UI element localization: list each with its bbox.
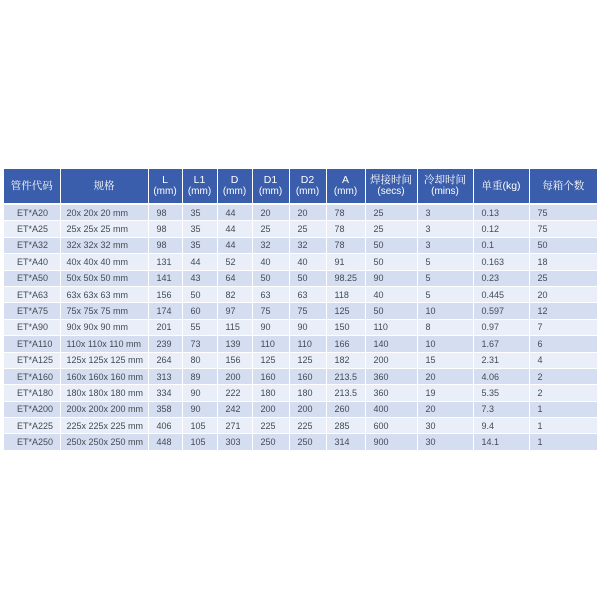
cell-spec: 25x 25x 25 mm [60,221,148,237]
cell-code: ET*A110 [4,336,60,352]
cell-a: 213.5 [326,385,365,401]
cell-d1: 200 [252,401,289,417]
cell-d1: 125 [252,352,289,368]
cell-spec: 250x 250x 250 mm [60,434,148,450]
cell-unit-weight: 5.35 [473,385,529,401]
cell-d2: 63 [289,286,326,302]
cell-a: 260 [326,401,365,417]
cell-code: ET*A40 [4,254,60,270]
cell-d1: 25 [252,221,289,237]
cell-unit-weight: 0.13 [473,204,529,221]
column-header-label: D1 [263,174,278,186]
cell-d: 44 [217,204,252,221]
cell-a: 91 [326,254,365,270]
column-header-label: D2 [300,174,315,186]
cell-a: 125 [326,303,365,319]
column-header-unit: (mins) [431,186,459,197]
cell-cool-time: 3 [417,204,473,221]
cell-cool-time: 30 [417,434,473,450]
cell-weld-time: 110 [365,319,417,335]
cell-l1: 60 [182,303,217,319]
cell-spec: 63x 63x 63 mm [60,286,148,302]
cell-d1: 32 [252,237,289,253]
cell-a: 78 [326,237,365,253]
cell-per-box: 6 [529,336,597,352]
cell-code: ET*A225 [4,418,60,434]
cell-l: 98 [148,237,182,253]
column-header-label: L1 [193,174,206,186]
cell-code: ET*A50 [4,270,60,286]
column-header-weld-time [365,169,417,204]
cell-cool-time: 8 [417,319,473,335]
cell-d2: 110 [289,336,326,352]
spec-table [4,169,597,451]
cell-spec: 200x 200x 200 mm [60,401,148,417]
cell-spec: 90x 90x 90 mm [60,319,148,335]
column-header-unit-weight [473,169,529,204]
cell-a: 78 [326,204,365,221]
cell-l: 406 [148,418,182,434]
column-header-label: 规格 [93,180,115,192]
cell-l: 448 [148,434,182,450]
cell-unit-weight: 0.597 [473,303,529,319]
column-header-label: 焊接时间 [370,174,412,186]
cell-l: 98 [148,204,182,221]
cell-cool-time: 20 [417,368,473,384]
cell-per-box: 18 [529,254,597,270]
cell-d1: 180 [252,385,289,401]
cell-d2: 20 [289,204,326,221]
cell-weld-time: 200 [365,352,417,368]
header-row [4,169,597,204]
cell-spec: 110x 110x 110 mm [60,336,148,352]
cell-code: ET*A75 [4,303,60,319]
cell-cool-time: 15 [417,352,473,368]
cell-a: 213.5 [326,368,365,384]
column-header-d [217,169,252,204]
column-header-unit: (mm) [222,186,247,197]
cell-d2: 160 [289,368,326,384]
cell-d2: 25 [289,221,326,237]
cell-a: 182 [326,352,365,368]
cell-spec: 32x 32x 32 mm [60,237,148,253]
cell-unit-weight: 0.163 [473,254,529,270]
cell-d: 271 [217,418,252,434]
table-row [4,401,597,417]
cell-code: ET*A180 [4,385,60,401]
column-header-l1 [182,169,217,204]
table-row [4,319,597,335]
table-row [4,336,597,352]
column-header-unit: (mm) [333,186,358,197]
cell-d2: 40 [289,254,326,270]
cell-a: 314 [326,434,365,450]
cell-spec: 75x 75x 75 mm [60,303,148,319]
cell-code: ET*A250 [4,434,60,450]
cell-code: ET*A25 [4,221,60,237]
cell-d: 139 [217,336,252,352]
cell-l: 131 [148,254,182,270]
cell-per-box: 25 [529,270,597,286]
cell-l: 98 [148,221,182,237]
cell-unit-weight: 0.23 [473,270,529,286]
cell-a: 98.25 [326,270,365,286]
cell-l1: 35 [182,204,217,221]
cell-d1: 90 [252,319,289,335]
column-header-a [326,169,365,204]
cell-per-box: 20 [529,286,597,302]
table-row [4,221,597,237]
cell-l1: 90 [182,385,217,401]
cell-weld-time: 50 [365,303,417,319]
table-row [4,237,597,253]
cell-code: ET*A20 [4,204,60,221]
cell-l1: 50 [182,286,217,302]
cell-weld-time: 25 [365,221,417,237]
column-header-label: 每箱个数 [542,180,585,192]
table-row [4,385,597,401]
cell-l1: 44 [182,254,217,270]
cell-d: 97 [217,303,252,319]
cell-d2: 200 [289,401,326,417]
cell-d1: 50 [252,270,289,286]
cell-weld-time: 140 [365,336,417,352]
cell-unit-weight: 9.4 [473,418,529,434]
cell-d: 222 [217,385,252,401]
table-row [4,270,597,286]
cell-d1: 75 [252,303,289,319]
column-header-l [148,169,182,204]
cell-per-box: 50 [529,237,597,253]
table-row [4,204,597,221]
cell-weld-time: 900 [365,434,417,450]
column-header-label: D [230,174,239,186]
cell-l: 239 [148,336,182,352]
column-header-unit: (mm) [187,186,212,197]
cell-per-box: 75 [529,204,597,221]
cell-l1: 35 [182,237,217,253]
cell-weld-time: 360 [365,385,417,401]
cell-d2: 90 [289,319,326,335]
column-header-unit: (mm) [258,186,283,197]
cell-cool-time: 20 [417,401,473,417]
cell-code: ET*A32 [4,237,60,253]
cell-cool-time: 30 [417,418,473,434]
cell-per-box: 2 [529,368,597,384]
cell-weld-time: 40 [365,286,417,302]
cell-unit-weight: 4.06 [473,368,529,384]
cell-l1: 89 [182,368,217,384]
cell-per-box: 12 [529,303,597,319]
cell-cool-time: 5 [417,270,473,286]
table-row [4,286,597,302]
cell-weld-time: 360 [365,368,417,384]
cell-spec: 180x 180x 180 mm [60,385,148,401]
cell-d: 242 [217,401,252,417]
cell-per-box: 75 [529,221,597,237]
cell-per-box: 7 [529,319,597,335]
table-body [4,204,597,450]
cell-d1: 40 [252,254,289,270]
cell-weld-time: 90 [365,270,417,286]
column-header-d2 [289,169,326,204]
column-header-unit: (mm) [295,186,320,197]
column-header-spec [60,169,148,204]
cell-cool-time: 3 [417,221,473,237]
cell-spec: 225x 225x 225 mm [60,418,148,434]
column-header-d1 [252,169,289,204]
column-header-cool-time [417,169,473,204]
cell-l1: 73 [182,336,217,352]
cell-a: 118 [326,286,365,302]
cell-d1: 225 [252,418,289,434]
cell-d1: 63 [252,286,289,302]
column-header-per-box [529,169,597,204]
cell-d2: 250 [289,434,326,450]
cell-code: ET*A63 [4,286,60,302]
cell-unit-weight: 0.97 [473,319,529,335]
column-header-unit: (mm) [153,186,177,197]
cell-d2: 32 [289,237,326,253]
cell-l1: 105 [182,418,217,434]
cell-l1: 80 [182,352,217,368]
cell-a: 285 [326,418,365,434]
cell-l1: 55 [182,319,217,335]
column-header-label: 单重(kg) [481,180,521,192]
cell-per-box: 2 [529,385,597,401]
cell-weld-time: 50 [365,254,417,270]
cell-code: ET*A125 [4,352,60,368]
cell-unit-weight: 1.67 [473,336,529,352]
cell-l: 334 [148,385,182,401]
cell-per-box: 1 [529,401,597,417]
cell-d: 64 [217,270,252,286]
cell-l1: 43 [182,270,217,286]
column-header-unit: (secs) [377,186,405,197]
cell-l1: 105 [182,434,217,450]
cell-l1: 35 [182,221,217,237]
cell-l: 141 [148,270,182,286]
cell-unit-weight: 0.1 [473,237,529,253]
cell-weld-time: 400 [365,401,417,417]
cell-cool-time: 10 [417,336,473,352]
cell-code: ET*A200 [4,401,60,417]
cell-per-box: 1 [529,418,597,434]
cell-cool-time: 5 [417,254,473,270]
column-header-code [4,169,60,204]
cell-a: 166 [326,336,365,352]
cell-unit-weight: 14.1 [473,434,529,450]
cell-spec: 40x 40x 40 mm [60,254,148,270]
cell-spec: 50x 50x 50 mm [60,270,148,286]
table-header [4,169,597,204]
column-header-label: A [341,174,349,186]
cell-d2: 180 [289,385,326,401]
table-row [4,352,597,368]
cell-l: 313 [148,368,182,384]
cell-l1: 90 [182,401,217,417]
cell-d2: 50 [289,270,326,286]
cell-spec: 125x 125x 125 mm [60,352,148,368]
cell-a: 78 [326,221,365,237]
cell-code: ET*A160 [4,368,60,384]
cell-unit-weight: 0.12 [473,221,529,237]
cell-d: 44 [217,237,252,253]
cell-d: 200 [217,368,252,384]
cell-cool-time: 10 [417,303,473,319]
cell-cool-time: 19 [417,385,473,401]
column-header-label: 冷却时间 [424,174,466,186]
column-header-label: L [162,174,168,186]
cell-d: 44 [217,221,252,237]
cell-d1: 20 [252,204,289,221]
cell-l: 201 [148,319,182,335]
table-row [4,418,597,434]
cell-l: 358 [148,401,182,417]
cell-spec: 160x 160x 160 mm [60,368,148,384]
cell-d1: 250 [252,434,289,450]
cell-code: ET*A90 [4,319,60,335]
cell-weld-time: 25 [365,204,417,221]
cell-unit-weight: 0.445 [473,286,529,302]
cell-cool-time: 5 [417,286,473,302]
cell-d: 303 [217,434,252,450]
column-header-label: 管件代码 [10,180,53,192]
cell-spec: 20x 20x 20 mm [60,204,148,221]
cell-d2: 225 [289,418,326,434]
cell-per-box: 4 [529,352,597,368]
cell-d2: 125 [289,352,326,368]
cell-d: 52 [217,254,252,270]
table-row [4,434,597,450]
table-row [4,303,597,319]
cell-unit-weight: 2.31 [473,352,529,368]
cell-weld-time: 600 [365,418,417,434]
cell-d2: 75 [289,303,326,319]
cell-d: 156 [217,352,252,368]
table-row [4,254,597,270]
cell-cool-time: 3 [417,237,473,253]
table-row [4,368,597,384]
cell-l: 156 [148,286,182,302]
cell-unit-weight: 7.3 [473,401,529,417]
cell-d1: 110 [252,336,289,352]
cell-d: 82 [217,286,252,302]
cell-d1: 160 [252,368,289,384]
cell-per-box: 1 [529,434,597,450]
cell-a: 150 [326,319,365,335]
cell-l: 174 [148,303,182,319]
cell-d: 115 [217,319,252,335]
cell-l: 264 [148,352,182,368]
cell-weld-time: 50 [365,237,417,253]
